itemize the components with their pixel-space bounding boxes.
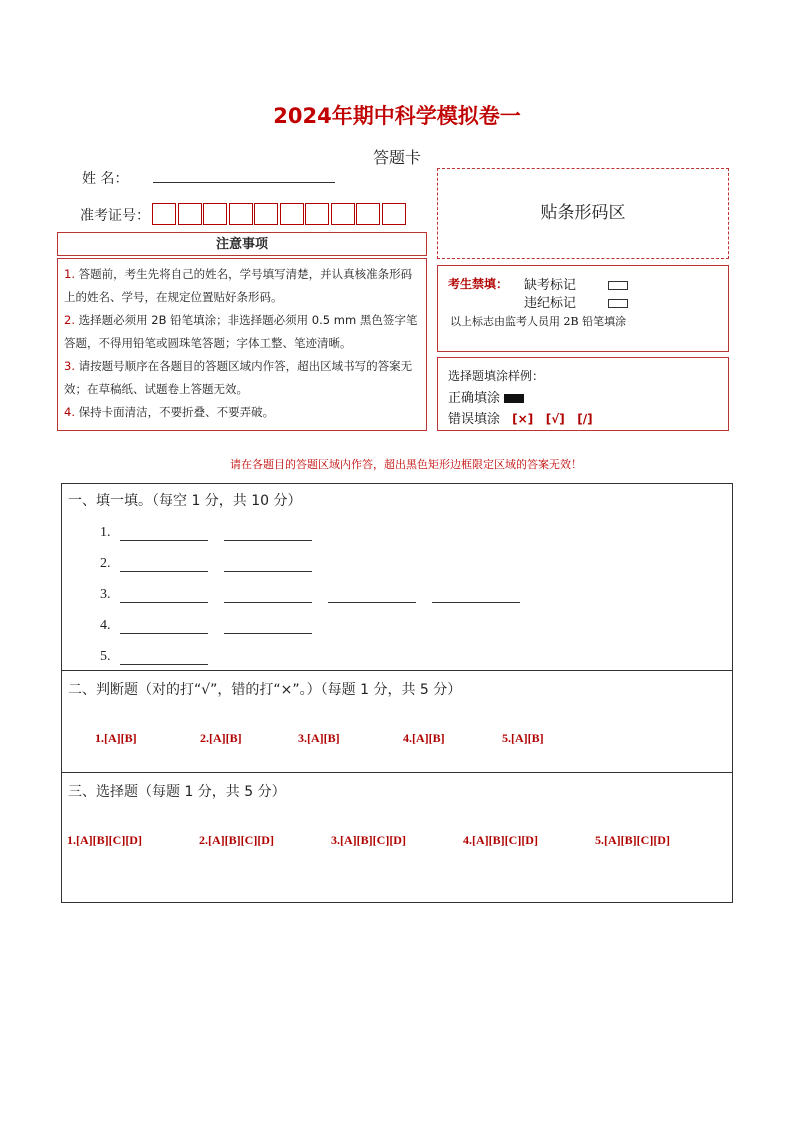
- id-cell[interactable]: [382, 203, 406, 225]
- answer-blank[interactable]: [120, 553, 208, 572]
- violation-mark-box[interactable]: [608, 299, 628, 308]
- choice-option-2[interactable]: 2.[A][B][C][D]: [199, 833, 274, 847]
- notice-item: 3. 请按题号顺序在各题目的答题区域内作答，超出区域书写的答案无效；在草稿纸、试题卷上答题无效。: [64, 359, 413, 396]
- answer-blank[interactable]: [328, 584, 416, 603]
- judge-option-5[interactable]: 5.[A][B]: [502, 731, 544, 745]
- blank-row: 3.: [100, 572, 536, 603]
- answer-blank[interactable]: [224, 522, 312, 541]
- id-cell[interactable]: [280, 203, 304, 225]
- absent-label: 缺考标记: [524, 278, 577, 293]
- id-cell[interactable]: [152, 203, 176, 225]
- page-subtitle: 答题卡: [372, 148, 421, 167]
- forbid-panel: [437, 265, 729, 352]
- forbid-label: 考生禁填：: [448, 277, 509, 291]
- barcode-area: 贴条形码区: [437, 168, 729, 259]
- id-cell[interactable]: [203, 203, 227, 225]
- notice-item: 1. 答题前，考生先将自己的姓名，学号填写清楚，并认真核准条形码上的姓名、学号，在规定位置贴好条形码。: [64, 267, 413, 304]
- id-number-boxes[interactable]: [152, 203, 407, 225]
- section-3-title: 三、选择题（每题 1 分，共 5 分）: [68, 784, 286, 800]
- id-cell[interactable]: [331, 203, 355, 225]
- id-label: 准考证号：: [80, 208, 150, 224]
- answer-blank[interactable]: [120, 646, 208, 665]
- judge-option-4[interactable]: 4.[A][B]: [403, 731, 445, 745]
- id-cell[interactable]: [254, 203, 278, 225]
- answer-blank[interactable]: [224, 615, 312, 634]
- id-cell[interactable]: [305, 203, 329, 225]
- id-cell[interactable]: [229, 203, 253, 225]
- sample-label: 选择题填涂样例：: [448, 369, 545, 383]
- violation-label: 违纪标记: [524, 296, 577, 311]
- answer-blank[interactable]: [120, 615, 208, 634]
- forbid-note: 以上标志由监考人员用 2B 铅笔填涂: [450, 315, 627, 328]
- section-divider: [61, 670, 733, 671]
- absent-mark-box[interactable]: [608, 281, 628, 290]
- answer-blank[interactable]: [224, 553, 312, 572]
- section-divider: [61, 772, 733, 773]
- filled-box-sample: [504, 394, 524, 403]
- section-1-blanks: [100, 510, 536, 665]
- notice-panel: [57, 258, 427, 431]
- judge-option-2[interactable]: 2.[A][B]: [200, 731, 242, 745]
- answer-blank[interactable]: [432, 584, 520, 603]
- page-title: 2024年期中科学模拟卷一: [273, 104, 521, 128]
- name-label: 姓 名：: [82, 171, 129, 187]
- judge-option-3[interactable]: 3.[A][B]: [298, 731, 340, 745]
- choice-option-4[interactable]: 4.[A][B][C][D]: [463, 833, 538, 847]
- blank-row: 4.: [100, 603, 536, 634]
- answer-blank[interactable]: [120, 522, 208, 541]
- wrong-fill-label: 错误填涂: [448, 412, 501, 427]
- choice-option-5[interactable]: 5.[A][B][C][D]: [595, 833, 670, 847]
- answer-blank[interactable]: [120, 584, 208, 603]
- answer-blank[interactable]: [224, 584, 312, 603]
- blank-row: 2.: [100, 541, 536, 572]
- correct-fill-label: 正确填涂: [448, 391, 501, 406]
- blank-row: 1.: [100, 510, 536, 541]
- wrong-fill-marks: [×] [√] [/]: [512, 412, 593, 426]
- section-2-title: 二、判断题（对的打“√”，错的打“×”。）（每题 1 分，共 5 分）: [68, 682, 462, 698]
- notice-item: 2. 选择题必须用 2B 铅笔填涂；非选择题必须用 0.5 mm 黑色签字笔答题，不得用铅笔或圆珠笔答题；字体工整、笔迹清晰。: [64, 313, 418, 350]
- name-field[interactable]: [153, 182, 335, 183]
- judge-option-1[interactable]: 1.[A][B]: [95, 731, 137, 745]
- fill-sample-panel: [437, 357, 729, 431]
- id-cell[interactable]: [178, 203, 202, 225]
- id-cell[interactable]: [356, 203, 380, 225]
- choice-option-3[interactable]: 3.[A][B][C][D]: [331, 833, 406, 847]
- answer-area-warning: 请在各题目的答题区域内作答，超出黑色矩形边框限定区域的答案无效！: [230, 458, 582, 471]
- blank-row: 5.: [100, 634, 536, 665]
- section-1-title: 一、填一填。（每空 1 分，共 10 分）: [68, 493, 302, 509]
- notice-item: 4. 保持卡面清洁，不要折叠、不要弄破。: [64, 405, 275, 419]
- notice-heading: 注意事项: [57, 232, 427, 256]
- choice-option-1[interactable]: 1.[A][B][C][D]: [67, 833, 142, 847]
